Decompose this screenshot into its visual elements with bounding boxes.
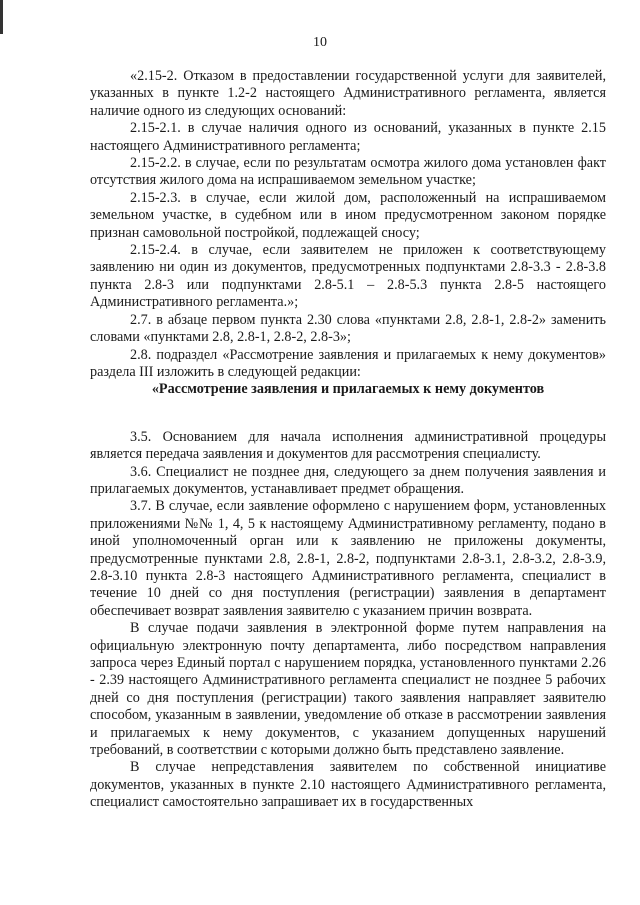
paragraph-non-submission: В случае непредставления заявителем по собственной инициативе документов, указанных в пункте 2.10 настоящего Административного регламента, специалист самостоятельно запрашивает их в государственных xyxy=(90,759,606,811)
document-body xyxy=(90,68,606,812)
section-heading: «Рассмотрение заявления и прилагаемых к нему документов xyxy=(151,381,545,398)
paragraph-2-15-2: «2.15-2. Отказом в предоставлении государственной услуги для заявителей, указанных в пункте 1.2-2 настоящего Административного регламента, является наличие одного из следующих оснований: xyxy=(90,68,606,119)
scan-edge-mark xyxy=(0,0,3,34)
paragraph-3-7: 3.7. В случае, если заявление оформлено с нарушением форм, установленных приложениями №№ 1, 4, 5 к настоящему Административному регламенту, подано в иной уполномоченный орган или к заявлению не приложены документы, предусмотренные пунктами 2.8, 2.8-1, 2.8-2, подпунктами 2.8-3.1, 2.8-3.2, 2.8-3.9, 2.8-3.10 пункта 2.8-3 настоящего Административного регламента, специалист в течение 10 дней со дня поступления (регистрации) заявления в департамент обеспечивает возврат заявления заявителю с указанием причин возврата. xyxy=(90,498,606,619)
page-number: 10 xyxy=(313,35,327,50)
paragraph-2-15-2-3: 2.15-2.3. в случае, если жилой дом, расположенный на испрашиваемом земельном участке, в судебном или в ином предусмотренном законом порядке признан самовольной постройкой, подлежащей сносу; xyxy=(90,189,606,241)
paragraph-2-15-2-2: 2.15-2.2. в случае, если по результатам осмотра жилого дома установлен факт отсутствия жилого дома на испрашиваемом земельном участке; xyxy=(90,155,606,189)
paragraph-2-15-2-1: 2.15-2.1. в случае наличия одного из оснований, указанных в пункте 2.15 настоящего Административного регламента; xyxy=(90,120,606,154)
paragraph-3-5: 3.5. Основанием для начала исполнения административной процедуры является передача заявления и документов для рассмотрения специалисту. xyxy=(90,428,606,463)
paragraph-3-6: 3.6. Специалист не позднее дня, следующего за днем получения заявления и прилагаемых документов, устанавливает предмет обращения. xyxy=(90,463,606,497)
paragraph-2-7: 2.7. в абзаце первом пункта 2.30 слова «пунктами 2.8, 2.8-1, 2.8-2» заменить словами «пунктами 2.8, 2.8-1, 2.8-2, 2.8-3»; xyxy=(90,311,606,346)
paragraph-electronic-submission: В случае подачи заявления в электронной форме путем направления на официальную электронную почту департамента, либо посредством направления запроса через Единый портал с нарушением порядка, установленного пунктами 2.26 - 2.39 настоящего Административного регламента специалист не позднее 5 рабочих дней со дня поступления (регистрации) такого заявления направляет заявителю способом, указанным в заявлении, уведомление об отказе в рассмотрении заявления и прилагаемых к нему документов, с указанием допущенных нарушений требований, в соответствии с которыми должно быть представлено заявление. xyxy=(90,620,606,759)
paragraph-2-8: 2.8. подраздел «Рассмотрение заявления и прилагаемых к нему документов» раздела III изложить в следующей редакции: xyxy=(90,346,606,380)
paragraph-2-15-2-4: 2.15-2.4. в случае, если заявителем не приложен к соответствующему заявлению ни один из документов, предусмотренных подпунктами 2.8-3.3 - 2.8-3.8 пункта 2.8-3 или подпунктами 2.8-5.1 – 2.8-5.3 пункта 2.8-5 настоящего Административного регламента.»; xyxy=(90,242,606,311)
